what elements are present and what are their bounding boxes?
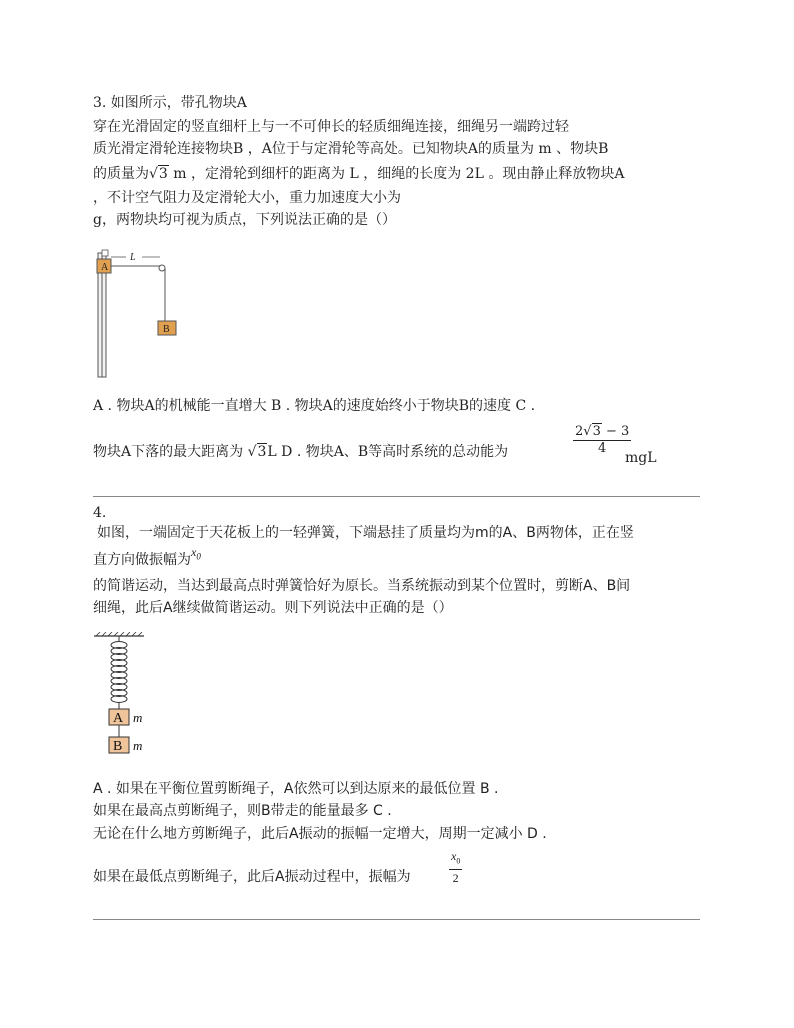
q4-numerator-x: x (451, 849, 457, 863)
q3-sqrt3-radicand: 3 (158, 166, 168, 182)
q3-fraction-numerator (573, 424, 631, 441)
q3-pulley (159, 265, 165, 271)
q3-option-d-text: L D . 物块A、B等高时系统的总动能为 (267, 444, 509, 460)
q4-option-d-fraction (449, 848, 462, 886)
q3-option-d-unit: mgL (625, 450, 657, 466)
q3-dimension-label: L (130, 252, 136, 263)
q3-block-b-label: B (163, 324, 170, 335)
q4-amplitude-symbol (191, 545, 201, 562)
q3-stem-line-5: ，不计空气阻力及定滑轮大小，重力加速度大小为 (93, 190, 401, 206)
q4-option-a: A . 如果在平衡位置剪断绳子，A依然可以到达原来的最低位置 B . (93, 781, 499, 797)
q4-block-b-label: B (113, 739, 123, 754)
q3-mass-b-prefix: 的质量为 (93, 166, 149, 182)
q4-stem-line-4: 细绳，此后A继续做简谐运动。则下列说法中正确的是（） (93, 600, 453, 616)
divider-1 (93, 496, 700, 497)
q4-amplitude-sub: 0 (196, 551, 201, 562)
q3-stem-line-4 (93, 164, 624, 184)
q3-top-marker (102, 250, 108, 256)
q4-stem-line-3: 的简谐运动，当达到最高点时弹簧恰好为原长。当系统振动到某个位置时，剪断A、B间 (93, 578, 631, 594)
q3-mass-b-suffix: m ，定滑轮到细杆的距离为 L ，细绳的长度为 2L 。现由静止释放物块A (173, 166, 625, 182)
q3-stem-line-1: 3. 如图所示，带孔物块A (93, 95, 247, 111)
divider-2 (93, 919, 700, 920)
q3-options-line-1: A . 物块A的机械能一直增大 B . 物块A的速度始终小于物块B的速度 C . (93, 398, 536, 414)
q3-numerator-radicand: 3 (592, 424, 601, 439)
q4-option-d: 如果在最低点剪断绳子，此后A振动过程中，振幅为 (93, 869, 411, 885)
q4-block-a-label: A (113, 711, 124, 726)
q3-stem-line-2: 穿在光滑固定的竖直细杆上与一不可伸长的轻质细绳连接，细绳另一端跨过轻 (93, 119, 569, 135)
q4-option-c: 无论在什么地方剪断绳子，此后A振动的振幅一定增大，周期一定减小 D . (93, 826, 547, 842)
q4-fraction-denominator: 2 (452, 871, 459, 886)
q3-fraction-denominator: 4 (598, 441, 607, 456)
q4-stem-line-2 (93, 545, 201, 574)
q3-stem-line-6: g，两物块均可视为质点，下列说法正确的是（） (93, 212, 396, 228)
q4-amplitude-prefix: 直方向做振幅为 (93, 552, 191, 568)
q3-numerator-sqrt: √3 (583, 424, 601, 439)
q4-stem-line-1: 如图，一端固定于天花板上的一轻弹簧，下端悬挂了质量均为m的A、B两物体，正在竖 (97, 525, 634, 541)
q3-pulley-figure (90, 245, 190, 380)
q4-numerator-sub: 0 (456, 856, 461, 866)
q4-fraction-numerator (449, 848, 462, 870)
q3-option-d-fraction (573, 424, 631, 457)
q4-block-b-mass: m (133, 738, 143, 753)
q4-amplitude-x: x (191, 545, 197, 559)
q4-spring-figure (92, 632, 172, 762)
q4-spring-coils (111, 642, 127, 703)
q4-option-b: 如果在最高点剪断绳子，则B带走的能量最多 C . (93, 803, 392, 819)
q3-stem-line-3: 质光滑定滑轮连接物块B ，A位于与定滑轮等高处。已知物块A的质量为 m 、物块B (93, 141, 609, 157)
q3-block-a-label: A (101, 262, 109, 273)
q3-options-line-2 (93, 442, 508, 462)
q3-option-c-radicand: 3 (257, 444, 267, 460)
q3-option-c-sqrt3: √3 (247, 444, 267, 460)
q3-option-c-text: 物块A下落的最大距离为 (93, 444, 244, 460)
q4-number: 4. (93, 505, 107, 521)
q4-block-a-mass: m (133, 710, 143, 725)
q3-numerator-minus: − 3 (601, 424, 630, 439)
q3-sqrt3: √3 (149, 166, 168, 182)
q3-numerator-coefficient: 2 (575, 424, 584, 439)
